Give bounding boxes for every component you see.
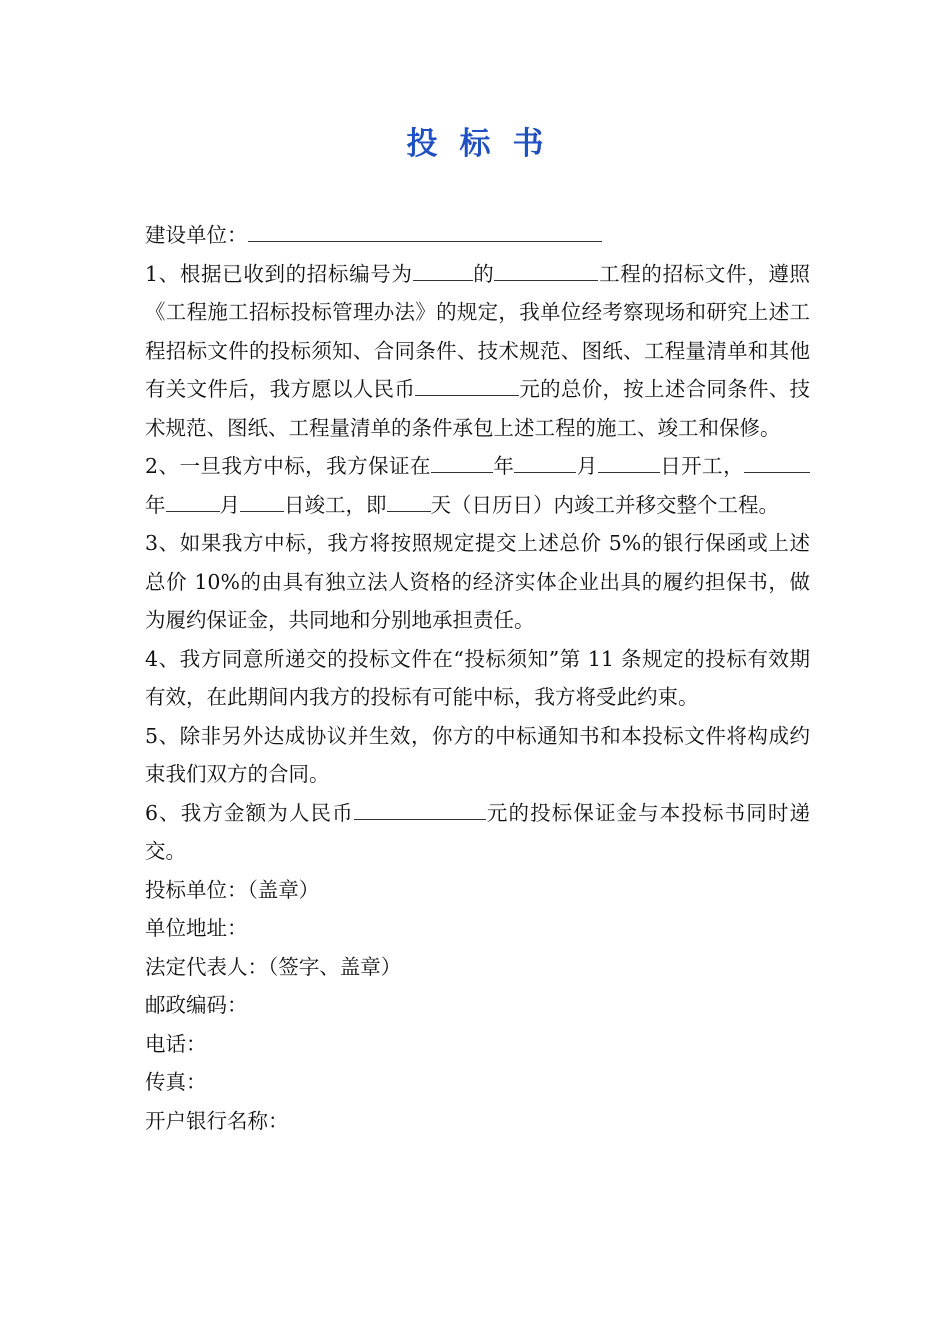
total-price-blank: [415, 373, 519, 396]
clause-1-part-b: 的: [472, 261, 495, 286]
bank-name-field: 开户银行名称：: [145, 1108, 289, 1133]
end-month-blank: [166, 489, 220, 512]
construction-unit-blank: [248, 219, 602, 242]
start-year-blank: [431, 450, 493, 473]
clause-1-part-d: 元的总价，按上述合同条件、技术规范、图纸、工程量清单的条件承包上述工程的施工、竣工和保修。: [145, 377, 811, 440]
end-day-blank: [240, 489, 284, 512]
start-year-label: 年: [492, 454, 515, 478]
clause-1-part-a: 1、根据已收到的招标编号为: [145, 261, 413, 286]
address-field: 单位地址：: [145, 916, 248, 940]
clause-6-part-b: 元的投标保证金与本投标书同时递交。: [145, 800, 811, 863]
start-day-blank: [598, 450, 660, 473]
document-title: 投标书: [406, 126, 566, 162]
clause-1: [145, 255, 810, 448]
clause-2-tail: 天（日历日）内竣工并移交整个工程。: [430, 492, 779, 517]
end-day-label: 日竣工，即: [284, 492, 387, 517]
legal-representative-field: 法定代表人：（签字、盖章）: [145, 954, 402, 979]
clause-4: 4、我方同意所递交的投标文件在“投标须知”第 11 条规定的投标有效期有效，在此期间内我方的投标有可能中标，我方将受此约束。: [145, 646, 810, 709]
clause-6: [145, 794, 810, 871]
start-month-label: 月: [576, 454, 598, 478]
clause-2-part-a: 2、一旦我方中标，我方保证在: [145, 454, 431, 478]
project-name-blank: [494, 258, 598, 281]
clause-2: [145, 447, 810, 524]
clause-6-part-a: 6、我方金额为人民币: [145, 800, 354, 825]
end-month-label: 月: [219, 492, 240, 517]
end-year-label: 年: [145, 492, 166, 517]
construction-unit-line: [145, 216, 810, 255]
phone-field: 电话：: [145, 1031, 207, 1056]
end-year-blank: [744, 450, 810, 473]
fax-field: 传真：: [145, 1070, 207, 1094]
start-month-blank: [514, 450, 576, 473]
clause-1-part-c: 工程的招标文件，遵照《工程施工招标投标管理办法》的规定，我单位经考察现场和研究上述工程招标文件的投标须知、合同条件、技术规范、图纸、工程量清单和其他有关文件后，我方愿以人民币: [145, 261, 811, 401]
postcode-field: 邮政编码：: [145, 993, 248, 1017]
clause-5: 5、除非另外达成协议并生效，你方的中标通知书和本投标文件将构成约束我们双方的合同。: [145, 723, 810, 786]
document-body: [145, 216, 810, 1140]
clause-3: 3、如果我方中标，我方将按照规定提交上述总价 5%的银行保函或上述总价 10%的由具有独立法人资格的经济实体企业出具的履约担保书，做为履约保证金，共同地和分别地承担责任。: [145, 531, 810, 632]
start-day-label: 日开工，: [659, 454, 745, 478]
bid-bond-amount-blank: [354, 797, 486, 820]
duration-days-blank: [387, 489, 431, 512]
construction-unit-label: 建设单位：: [145, 223, 248, 247]
bidder-field: 投标单位：（盖章）: [145, 877, 320, 902]
tender-number-blank: [413, 258, 473, 281]
